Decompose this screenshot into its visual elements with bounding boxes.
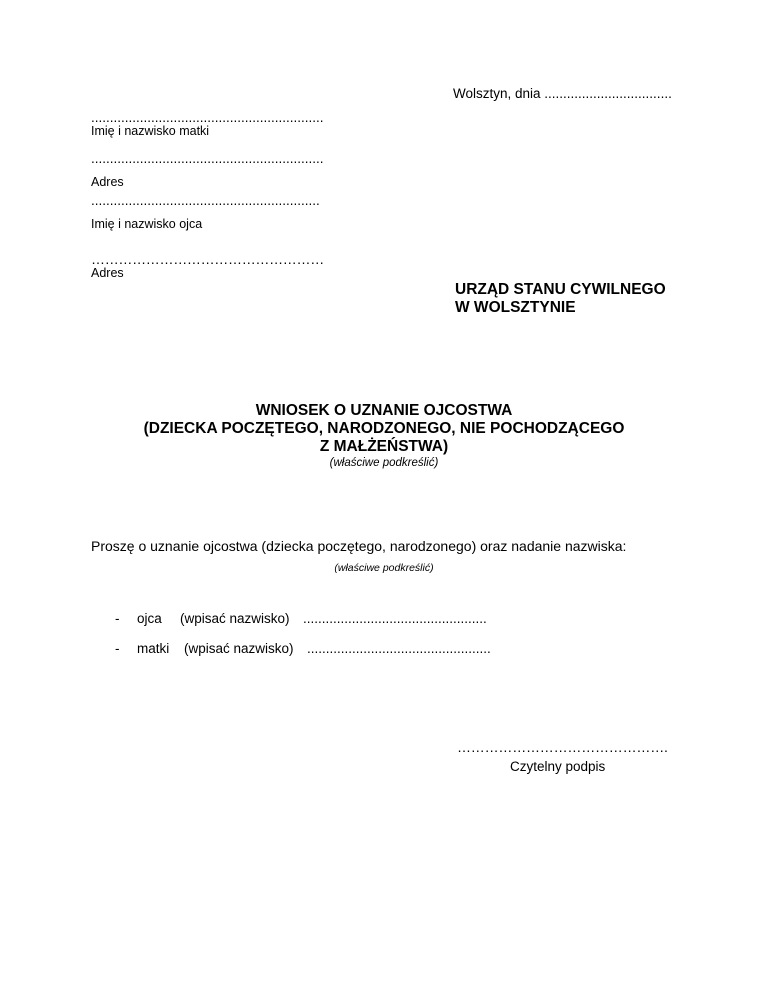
father-address-line[interactable]: ……………………………………………	[91, 251, 324, 267]
title-note: (właściwe podkreślić)	[329, 457, 439, 469]
option-hint: (wpisać nazwisko)	[180, 611, 290, 626]
option-hint: (wpisać nazwisko)	[184, 641, 294, 656]
mother-name-line[interactable]: ..............................................................	[91, 110, 324, 125]
mother-name-label: Imię i nazwisko matki	[91, 124, 210, 138]
request-note: (właściwe podkreślić)	[334, 562, 434, 574]
option-dash: -	[115, 641, 120, 656]
place-date: Wolsztyn, dnia ..................................	[453, 86, 672, 101]
recipient-line-1: URZĄD STANU CYWILNEGO	[455, 281, 666, 298]
option-dash: -	[115, 611, 120, 626]
title-line-2: (DZIECKA POCZĘTEGO, NARODZONEGO, NIE POCHODZĄCEGO	[143, 420, 625, 437]
father-name-label: Imię i nazwisko ojca	[91, 217, 203, 231]
mother-address-label: Adres	[91, 175, 124, 189]
father-surname-field[interactable]: .................................................	[303, 611, 487, 626]
signature-line[interactable]: ……………………………………….	[457, 739, 668, 755]
father-name-line[interactable]: .............................................................	[91, 193, 320, 208]
option-label: ojca	[137, 611, 162, 626]
title-line-3: Z MAŁŻEŃSTWA)	[319, 438, 449, 455]
title-line-1: WNIOSEK O UZNANIE OJCOSTWA	[255, 402, 513, 419]
request-text: Proszę o uznanie ojcostwa (dziecka poczętego, narodzonego) oraz nadanie nazwiska:	[91, 538, 627, 554]
option-label: matki	[137, 641, 170, 656]
father-address-label: Adres	[91, 266, 124, 280]
recipient-line-2: W WOLSZTYNIE	[455, 299, 576, 316]
mother-address-line[interactable]: ..............................................................	[91, 151, 324, 166]
mother-surname-field[interactable]: .................................................	[307, 641, 491, 656]
signature-label: Czytelny podpis	[510, 759, 606, 774]
